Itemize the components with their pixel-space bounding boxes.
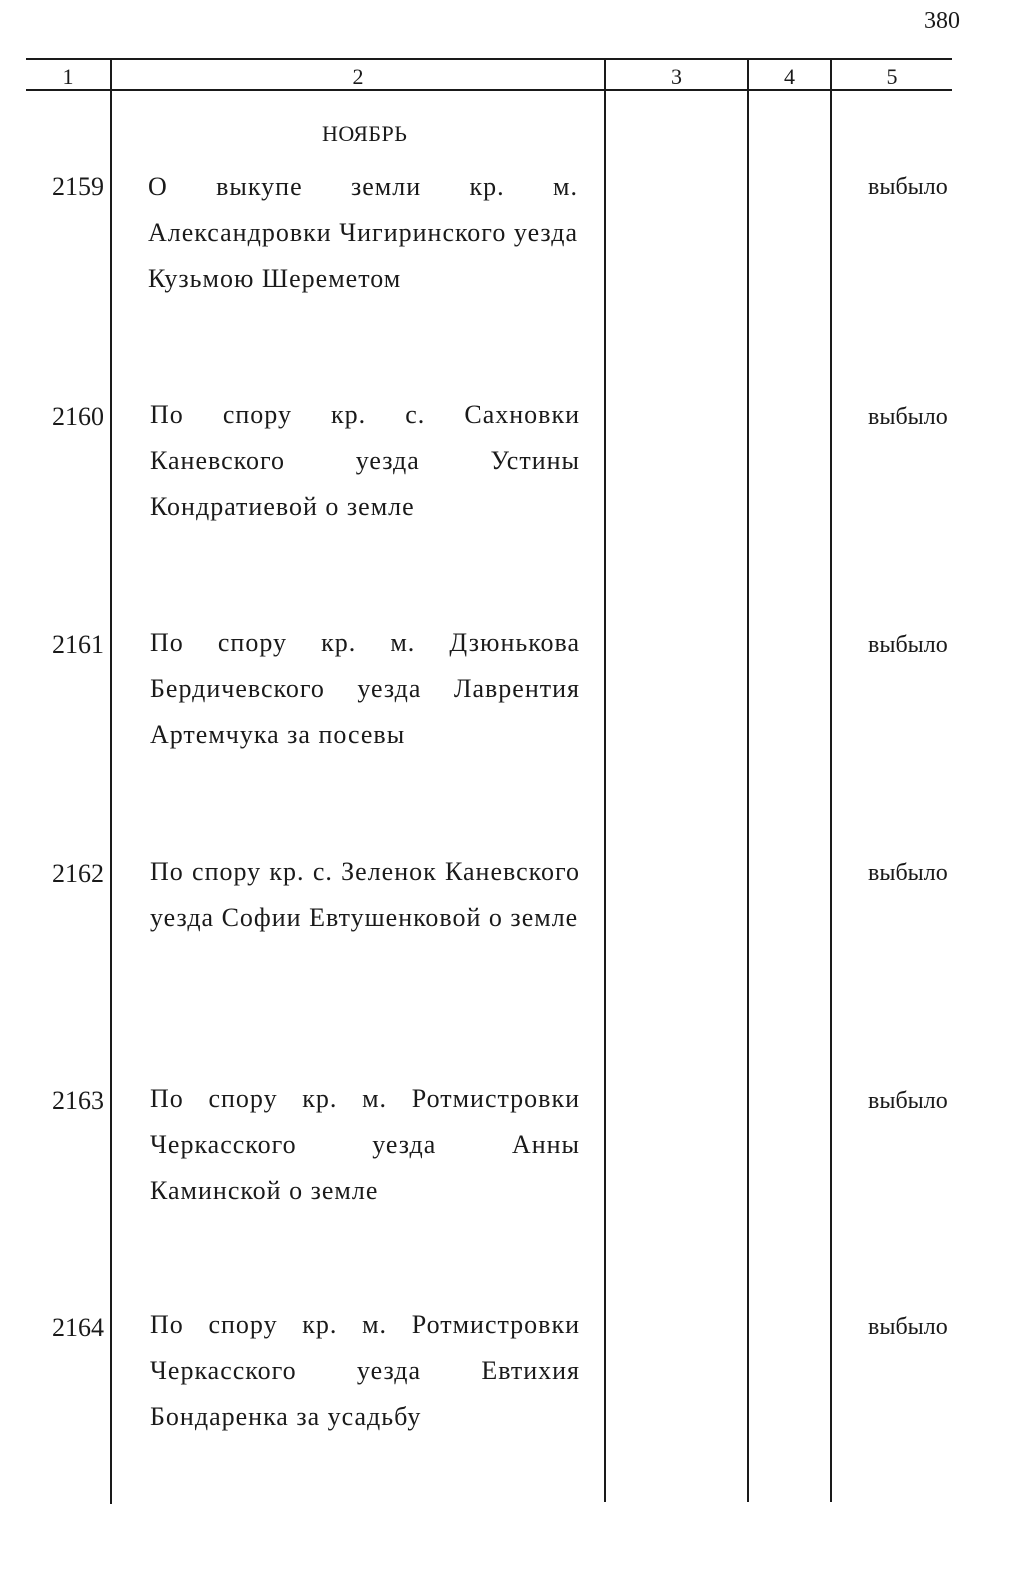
row-description: По спору кр. с. Сахновки Каневского уезда Устины Кондратиевой о земле bbox=[150, 400, 580, 521]
row-status: выбыло bbox=[868, 404, 948, 430]
column-header-3: 3 bbox=[671, 64, 682, 89]
column-divider-1 bbox=[110, 58, 112, 1504]
column-divider-2 bbox=[604, 58, 606, 1502]
row-status: выбыло bbox=[868, 632, 948, 658]
row-description: По спору кр. м. Ротмистровки Черкасского уезда Евтихия Бондаренка за усадьбу bbox=[150, 1310, 580, 1431]
column-header-1: 1 bbox=[62, 64, 74, 89]
row-number: 2163 bbox=[52, 1086, 104, 1115]
row-status: выбыло bbox=[868, 1088, 948, 1114]
page-number: 380 bbox=[924, 8, 960, 34]
row-status: выбыло bbox=[868, 860, 948, 886]
row-number: 2161 bbox=[52, 630, 104, 659]
row-number: 2159 bbox=[52, 172, 104, 201]
column-divider-3 bbox=[747, 58, 749, 1502]
row-number: 2160 bbox=[52, 402, 104, 431]
column-header-4: 4 bbox=[784, 64, 795, 89]
row-number: 2164 bbox=[52, 1313, 104, 1342]
row-status: выбыло bbox=[868, 174, 948, 200]
row-description: По спору кр. м. Дзюнькова Бердичевского уезда Лаврентия Артемчука за посевы bbox=[150, 628, 580, 749]
column-divider-4 bbox=[830, 58, 832, 1502]
column-header-2: 2 bbox=[352, 64, 364, 89]
column-header-5: 5 bbox=[886, 64, 898, 89]
row-status: выбыло bbox=[868, 1314, 948, 1340]
table-top-rule bbox=[26, 58, 952, 60]
row-description: По спору кр. с. Зеленок Каневского уезда Софии Евтушенковой о земле bbox=[150, 857, 580, 932]
row-description: По спору кр. м. Ротмистровки Черкасского уезда Анны Каминской о земле bbox=[150, 1084, 580, 1205]
row-description: О выкупе земли кр. м. Александровки Чигиринского уезда Кузьмою Шереметом bbox=[148, 172, 578, 293]
section-title: НОЯБРЬ bbox=[322, 121, 408, 146]
row-number: 2162 bbox=[52, 859, 104, 888]
